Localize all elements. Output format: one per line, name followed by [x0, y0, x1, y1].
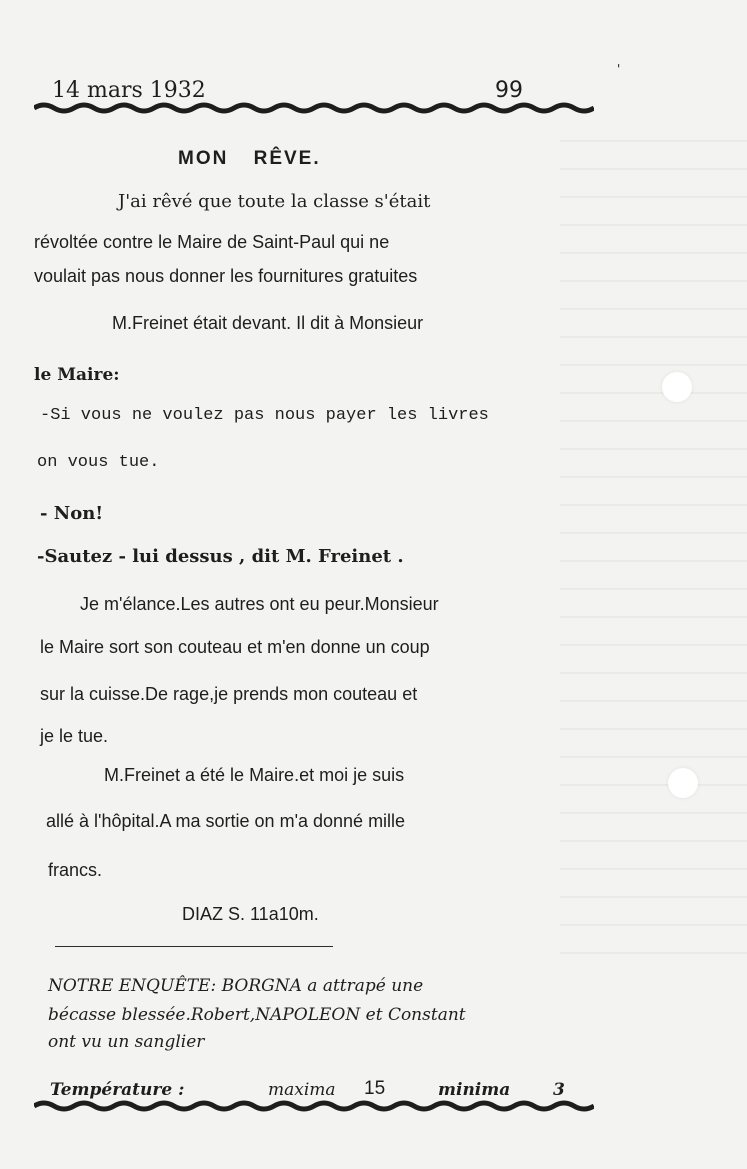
story-line: je le tue. — [40, 726, 109, 746]
story-line: le Maire: — [34, 365, 120, 385]
separator-rule — [55, 946, 333, 947]
story-line: Je m'élance.Les autres ont eu peur.Monsieur — [80, 594, 439, 614]
story-line: allé à l'hôpital.A ma sortie on m'a donné mille — [46, 811, 406, 831]
temperature-min-value: 3 — [553, 1080, 565, 1100]
show-through-text — [560, 140, 747, 960]
story-line: sur la cuisse.De rage,je prends mon couteau et — [40, 684, 418, 704]
enquete-line: ont vu un sanglier — [48, 1032, 205, 1052]
story-line: le Maire sort son couteau et m'en donne un coup — [40, 637, 430, 657]
temperature-max-label: maxima — [268, 1080, 336, 1100]
story-line: - Non! — [40, 503, 104, 524]
story-line: francs. — [48, 860, 103, 880]
story-line: M.Freinet a été le Maire.et moi je suis — [104, 765, 405, 785]
story-line: J'ai rêvé que toute la classe s'était — [118, 191, 431, 212]
temperature-min-label: minima — [438, 1080, 511, 1100]
story-line: M.Freinet était devant. Il dit à Monsieur — [112, 313, 424, 333]
enquete-line: NOTRE ENQUÊTE: BORGNA a attrapé une — [48, 976, 424, 996]
story-line: révoltée contre le Maire de Saint-Paul qui ne — [34, 232, 390, 252]
story-title: MON RÊVE. — [178, 148, 321, 169]
enquete-line: bécasse blessée.Robert,NAPOLEON et Constant — [48, 1005, 466, 1025]
page-number: 99 — [495, 78, 523, 103]
story-line: on vous tue. — [37, 453, 160, 472]
temperature-max-value: 15 — [364, 1078, 386, 1099]
story-line: voulait pas nous donner les fournitures gratuites — [34, 266, 418, 286]
story-line: -Sautez - lui dessus , dit M. Freinet . — [37, 546, 404, 567]
header-date: 14 mars 1932 — [52, 78, 206, 103]
author-signature: DIAZ S. 11a10m. — [182, 904, 319, 924]
wavy-rule-top — [34, 100, 594, 116]
wavy-rule-bottom — [34, 1098, 594, 1114]
temperature-label: Température : — [50, 1080, 185, 1100]
ink-mark: ' — [617, 62, 621, 76]
story-line: -Si vous ne voulez pas nous payer les livres — [40, 406, 489, 425]
punch-hole — [662, 372, 692, 402]
punch-hole — [668, 768, 698, 798]
